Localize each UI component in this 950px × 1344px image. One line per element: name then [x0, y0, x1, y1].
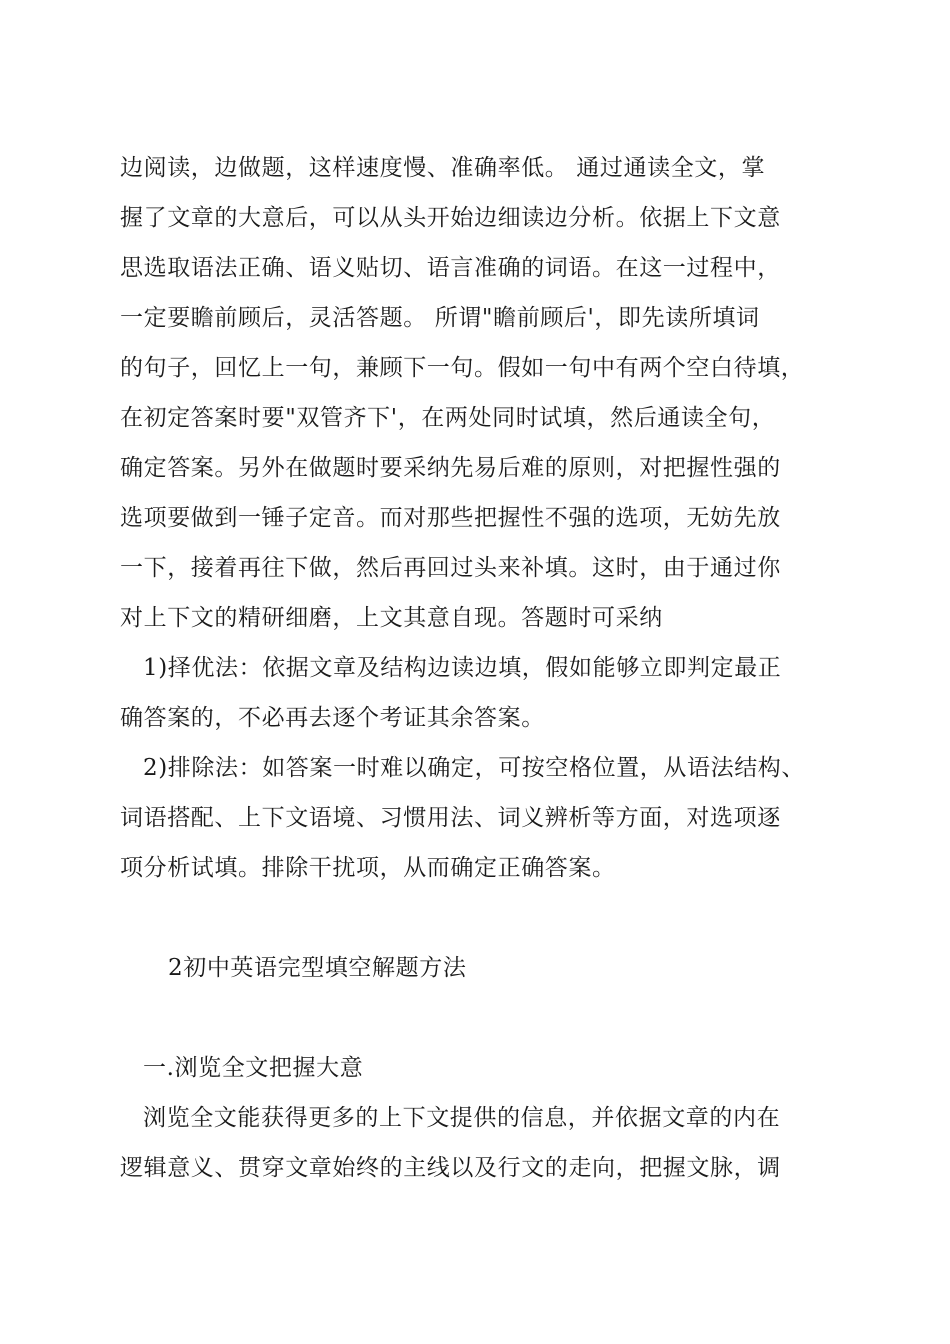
- paragraph-line: 对上下文的精研细磨，上文其意自现。答题时可采纳: [120, 605, 663, 631]
- subsection-heading: 一.浏览全文把握大意: [143, 1055, 364, 1081]
- paragraph-line: 在初定答案时要"双管齐下'，在两处同时试填，然后通读全句，: [120, 405, 776, 431]
- method-line: 确答案的，不必再去逐个考证其余答案。: [120, 705, 545, 731]
- section-heading: 2初中英语完型填空解题方法: [168, 955, 467, 981]
- paragraph-line: 边阅读，边做题，这样速度慢、准确率低。 通过通读全文，掌: [120, 155, 766, 181]
- method-line: 1)择优法：依据文章及结构边读边填，假如能够立即判定最正: [143, 655, 782, 681]
- paragraph-line: 握了文章的大意后，可以从头开始边细读边分析。依据上下文意: [120, 205, 781, 231]
- method-line: 词语搭配、上下文语境、习惯用法、词义辨析等方面，对选项逐: [120, 805, 781, 831]
- paragraph-line: 浏览全文能获得更多的上下文提供的信息，并依据文章的内在: [143, 1105, 781, 1131]
- paragraph-line: 选项要做到一锤子定音。而对那些把握性不强的选项，无妨先放: [120, 505, 781, 531]
- paragraph-line: 一下，接着再往下做，然后再回过头来补填。这时，由于通过你: [120, 555, 781, 581]
- paragraph-line: 一定要瞻前顾后，灵活答题。 所谓"瞻前顾后'，即先读所填词: [120, 305, 760, 331]
- paragraph-line: 确定答案。另外在做题时要采纳先易后难的原则，对把握性强的: [120, 455, 781, 481]
- paragraph-line: 思选取语法正确、语义贴切、语言准确的词语。在这一过程中，: [120, 255, 781, 281]
- method-line: 2)排除法：如答案一时难以确定，可按空格位置，从语法结构、: [143, 755, 806, 781]
- paragraph-line: 的句子，回忆上一句，兼顾下一句。假如一句中有两个空白待填，: [120, 355, 805, 381]
- paragraph-line: 逻辑意义、贯穿文章始终的主线以及行文的走向，把握文脉，调: [120, 1155, 781, 1181]
- method-line: 项分析试填。排除干扰项，从而确定正确答案。: [120, 855, 616, 881]
